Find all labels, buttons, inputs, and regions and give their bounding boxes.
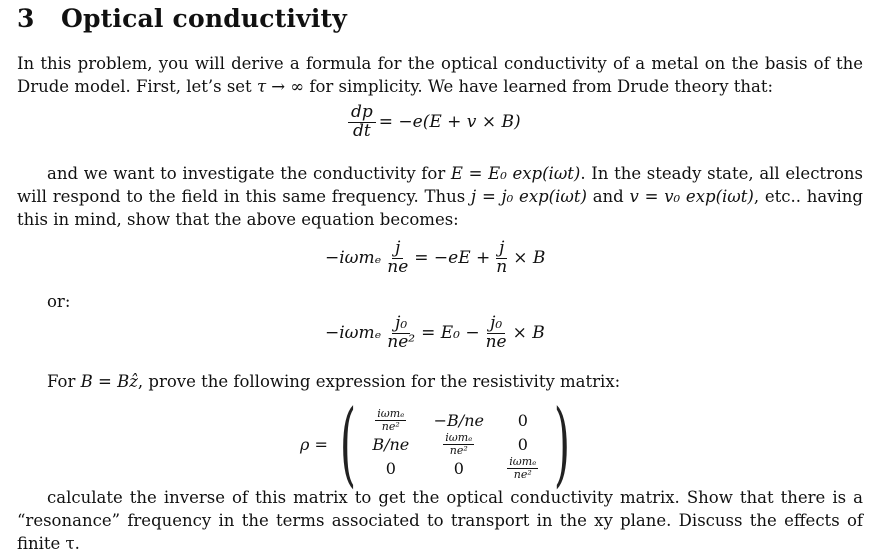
matrix-cell-r1c2: 0 bbox=[517, 434, 528, 454]
fraction-denominator: ne² bbox=[387, 331, 416, 352]
cell-numerator: iωmₑ bbox=[377, 406, 405, 420]
steady-text-c: and bbox=[586, 187, 630, 206]
fraction-denominator: n bbox=[496, 256, 508, 277]
resist-text-a: For bbox=[47, 372, 81, 391]
section-number: 3 bbox=[17, 4, 35, 33]
paragraph-resistivity bbox=[17, 370, 863, 393]
cell-numerator: iωmₑ bbox=[509, 454, 537, 468]
cell-denominator: ne² bbox=[381, 419, 400, 433]
fraction-dp-dt bbox=[348, 104, 376, 141]
current-math: j = j₀ exp(iωt) bbox=[471, 187, 587, 206]
fraction-numerator: j bbox=[496, 240, 507, 259]
matrix-cell-r0c2: 0 bbox=[517, 410, 528, 430]
fraction-j-ne bbox=[384, 240, 411, 277]
intro-text-a: In this problem, you will derive a formula for the optical conductivity of a metal on the basis of the Drude model. First, let’s set bbox=[17, 54, 863, 96]
field-math: E = E₀ exp(iωt) bbox=[450, 164, 581, 183]
equation-current-1 bbox=[325, 240, 545, 277]
matrix-cell-r2c2 bbox=[507, 456, 538, 480]
fraction-denominator: ne bbox=[387, 256, 409, 277]
matrix-right-paren: ) bbox=[553, 390, 570, 497]
cell-denominator: ne² bbox=[449, 443, 468, 457]
tau-limit-math: τ → ∞ bbox=[256, 77, 305, 96]
equation-mid: = E₀ − bbox=[421, 323, 480, 344]
matrix-grid bbox=[358, 408, 552, 480]
fraction-j0-ne bbox=[483, 315, 510, 352]
velocity-math: v = v₀ exp(iωt) bbox=[629, 187, 754, 206]
steady-text-b: . In the steady state, all electrons will respond to the field in this same frequency. Thus bbox=[17, 164, 863, 206]
paragraph-intro bbox=[17, 52, 863, 98]
matrix-cell-r0c1: −B/ne bbox=[433, 410, 484, 430]
steady-text-a: and we want to investigate the conductivity for bbox=[47, 164, 451, 183]
magnetic-field-math: B = Bẑ bbox=[80, 372, 138, 391]
matrix-cell-r1c0: B/ne bbox=[372, 434, 410, 454]
fraction-denominator: dt bbox=[353, 120, 371, 141]
resist-text-b: , prove the following expression for the resistivity matrix: bbox=[137, 372, 621, 391]
or-label: or: bbox=[47, 292, 71, 311]
paragraph-conclusion: calculate the inverse of this matrix to get the optical conductivity matrix. Show that there is a “resonance” frequency in the terms associated to transport in the xy plane. Discuss the effects of finite τ. bbox=[17, 488, 863, 553]
equation-rhs: = −e(E + v × B) bbox=[378, 112, 521, 133]
matrix-cell-r1c1 bbox=[443, 432, 474, 456]
matrix-left-paren: ( bbox=[339, 390, 356, 497]
resistivity-matrix bbox=[300, 390, 572, 497]
fraction-denominator: ne bbox=[485, 331, 507, 352]
fraction-j-n bbox=[493, 240, 510, 277]
fraction-numerator: j₀ bbox=[392, 315, 410, 334]
fraction-numerator: dp bbox=[348, 104, 376, 123]
equation-current-2 bbox=[325, 315, 545, 352]
equation-drude bbox=[345, 104, 521, 141]
matrix-cell-r2c0: 0 bbox=[385, 458, 396, 478]
section-title: Optical conductivity bbox=[61, 4, 348, 33]
matrix-cell-r2c1: 0 bbox=[453, 458, 464, 478]
equation-mid: = −eE + bbox=[414, 248, 491, 269]
paragraph-steady-state bbox=[17, 162, 863, 231]
matrix-symbol: ρ = bbox=[300, 434, 328, 454]
cell-denominator: ne² bbox=[513, 467, 532, 481]
matrix-cell-r0c0 bbox=[375, 408, 406, 432]
fraction-j0-ne2 bbox=[384, 315, 418, 352]
fraction-numerator: j₀ bbox=[487, 315, 505, 334]
equation-rhs: × B bbox=[512, 323, 545, 344]
equation-lhs: −iωmₑ bbox=[325, 248, 382, 269]
equation-lhs: −iωmₑ bbox=[325, 323, 382, 344]
equation-rhs: × B bbox=[513, 248, 546, 269]
fraction-numerator: j bbox=[392, 240, 403, 259]
section-heading bbox=[17, 4, 347, 33]
cell-numerator: iωmₑ bbox=[445, 430, 473, 444]
intro-text-b: for simplicity. We have learned from Drude theory that: bbox=[304, 77, 774, 96]
steady-text-d: , etc.. having this in mind, show that the above equation becomes: bbox=[17, 187, 863, 229]
